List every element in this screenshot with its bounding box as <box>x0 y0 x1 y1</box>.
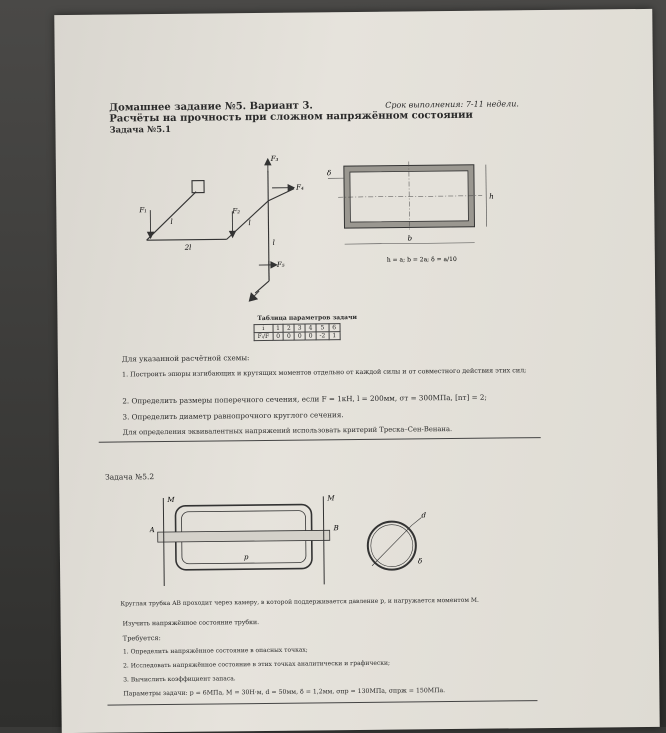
task1-loading-scheme <box>136 152 318 304</box>
task2-heading: Задача №5.2 <box>105 472 154 482</box>
task1-item-3: 3. Определить диаметр равнопрочного круглого сечения. <box>122 410 343 421</box>
task1-cross-section <box>324 158 505 268</box>
force-label-f1: F₁ <box>138 206 147 214</box>
force-label-f5: F₅ <box>276 261 285 269</box>
table-cell: 6 <box>329 324 340 332</box>
length-label-l: l <box>170 218 172 226</box>
moment-label-left: M <box>166 496 175 504</box>
end-label-b: B <box>333 524 339 532</box>
length-label-l2: l <box>248 219 250 227</box>
document-subtitle: Расчёты на прочность при сложном напряжённом состоянии <box>109 110 473 125</box>
task2-tube-scheme <box>149 492 350 590</box>
section-divider <box>99 437 541 443</box>
section-label-b: b <box>408 234 413 242</box>
task1-intro: Для указанной расчётной схемы: <box>122 353 250 363</box>
diameter-label-d: d <box>421 511 426 519</box>
document-page <box>54 9 659 733</box>
task2-item-1: 1. Определить напряжённое состояние в опасных точках; <box>123 647 308 656</box>
task1-criterion: Для определения эквивалентных напряжений использовать критерий Треска–Сен-Венана. <box>123 425 453 436</box>
section-divider-bottom <box>107 700 537 706</box>
document-title: Домашнее задание №5. Вариант 3. <box>109 100 313 113</box>
table-row <box>254 332 340 341</box>
task2-description: Круглая трубка AB проходит через камеру, в которой поддерживается давление p, и нагружается моментом M. <box>120 594 520 609</box>
length-label-2l: 2l <box>184 244 192 252</box>
paper-sheet <box>54 9 659 733</box>
table-cell: 1 <box>273 324 284 332</box>
table-cell: 4 <box>305 324 316 332</box>
thickness-label-delta: δ <box>418 557 422 565</box>
end-label-a: A <box>149 526 154 534</box>
table-cell: -2 <box>316 332 329 340</box>
table-cell: 0 <box>283 332 294 340</box>
force-label-f2: F₂ <box>231 207 240 215</box>
task1-item-2: 2. Определить размеры поперечного сечения, если F = 1кН, l = 200мм, σт = 300МПа, [nт] = 2; <box>122 393 487 406</box>
task2-required: Требуется: <box>123 634 161 642</box>
table-cell: Fᵢ/F <box>254 332 273 340</box>
task2-item-3: 3. Вычислить коэффициент запаса. <box>123 675 236 683</box>
section-label-delta: δ <box>327 169 331 177</box>
task1-item-1: 1. Построить эпюры изгибающих и крутящих моментов отдельно от каждой силы и от совместного действия этих сил; <box>122 366 526 378</box>
task2-params: Параметры задачи: p = 6МПа, M = 30Н·м, d = 50мм, δ = 1,2мм, σпр = 130МПа, σпрж = 150МПа. <box>123 687 445 697</box>
table-cell: 5 <box>316 324 329 332</box>
deadline-note: Срок выполнения: 7-11 недели. <box>385 99 519 109</box>
bar-segment-diagonal <box>146 192 196 241</box>
table-cell: 0 <box>294 332 305 340</box>
force-label-f3: F₃ <box>270 155 279 163</box>
table-cell: 3 <box>294 324 305 332</box>
force-label-f4: F₄ <box>295 184 304 192</box>
section-label-h: h <box>489 193 494 201</box>
fixed-support <box>192 181 204 193</box>
moment-label-right: M <box>326 494 335 502</box>
length-label-l3: l <box>273 239 275 247</box>
table-cell: i <box>254 324 273 332</box>
table-cell: 1 <box>329 332 340 340</box>
task2-tube-section <box>355 505 456 586</box>
task2-study: Изучить напряжённое состояние трубки. <box>123 619 260 627</box>
params-table <box>254 323 341 341</box>
table-cell: 0 <box>273 332 284 340</box>
section-formula: h = a; b = 2a; δ = a/10 <box>387 256 457 264</box>
table-cell: 0 <box>305 332 316 340</box>
bar-segment-horizontal <box>147 239 227 240</box>
task1-heading: Задача №5.1 <box>109 125 171 136</box>
params-table-title: Таблица параметров задачи <box>257 314 357 322</box>
pressure-label-p: p <box>244 553 249 561</box>
table-cell: 2 <box>283 324 294 332</box>
task2-item-2: 2. Исследовать напряжённое состояние в этих точках аналитически и графически; <box>123 660 390 670</box>
